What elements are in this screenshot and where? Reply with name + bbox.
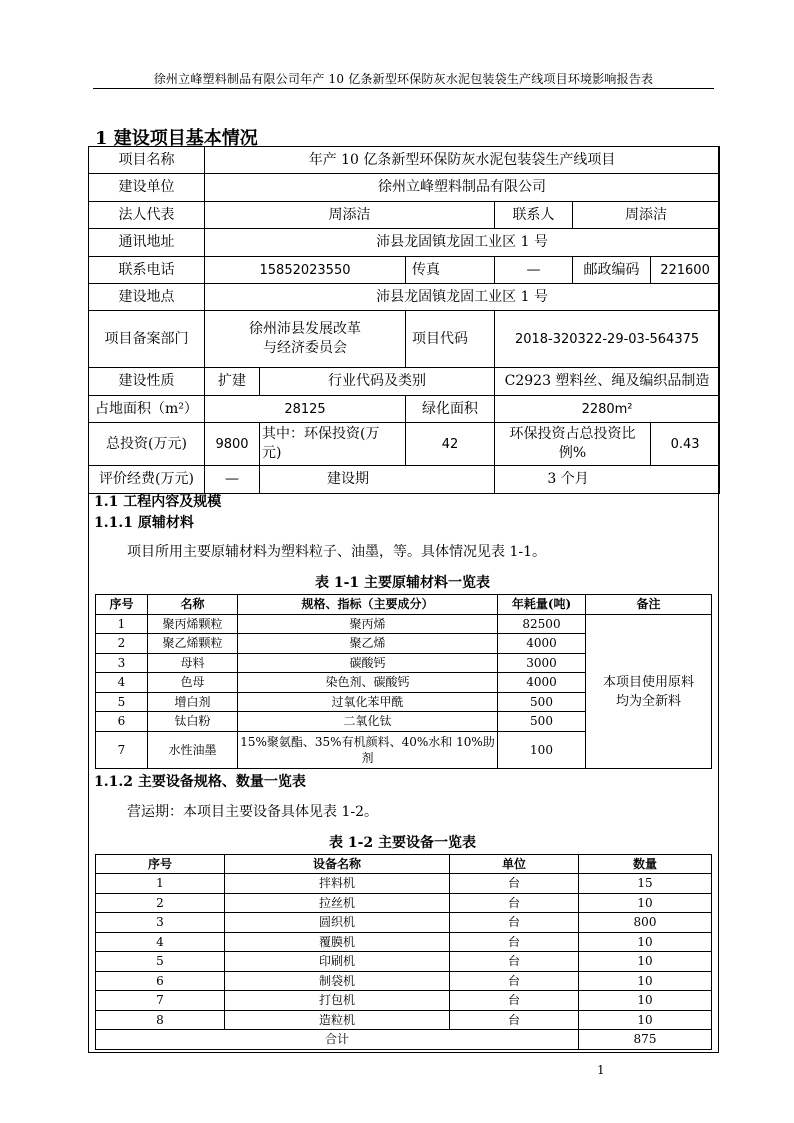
section-title: 1 建设项目基本情况 [95,128,258,149]
table-row [96,1011,712,1030]
table2-cell: 拌料机 [225,874,450,894]
heading-1-1: 1.1 工程内容及规模 [94,494,222,510]
table1-cell: 7 [96,732,148,769]
table1-cell: 1 [96,615,148,634]
legal-rep-label: 法人代表 [89,202,205,229]
project-code-value: 2018-320322-29-03-564375 [495,311,720,368]
table2-total-label: 合计 [96,1030,579,1050]
env-invest-value: 42 [406,423,495,466]
table2-cell: 台 [450,874,579,894]
table2-cell: 800 [579,913,712,933]
green-label: 绿化面积 [406,396,495,423]
table1-cell: 水性油墨 [148,732,238,769]
table1-cell: 聚丙烯 [238,615,498,634]
table1-remark: 本项目使用原料均为全新料 [586,615,712,769]
table1-cell: 二氧化钛 [238,712,498,732]
header-divider [93,88,714,89]
table1-caption: 表 1-1 主要原辅材料一览表 [314,575,491,591]
page-number: 1 [597,1063,605,1077]
table1-cell: 4 [96,673,148,693]
table1-header: 序号 [96,595,148,615]
table1-cell: 过氧化苯甲酰 [238,693,498,712]
table1-cell: 500 [498,712,586,732]
site-label: 建设地点 [89,284,205,311]
site-value: 沛县龙固镇龙固工业区 1 号 [205,284,720,311]
eval-fee-value: — [205,466,260,494]
postcode-value: 221600 [651,257,720,284]
eval-fee-label: 评价经费(万元) [89,466,205,494]
ratio-value: 0.43 [651,423,720,466]
table2-header: 设备名称 [225,855,450,874]
ratio-label: 环保投资占总投资比例% [495,423,651,466]
basic-info-table [88,146,720,494]
table1-cell: 5 [96,693,148,712]
address-value: 沛县龙固镇龙固工业区 1 号 [205,229,720,257]
period-label: 建设期 [260,466,495,494]
table-row [96,894,712,913]
project-name-label: 项目名称 [89,147,205,174]
table1-cell: 钛白粉 [148,712,238,732]
table1-cell: 15%聚氨酯、35%有机颜料、40%水和 10%助剂 [238,732,498,769]
table2-cell: 台 [450,972,579,991]
table1-cell: 2 [96,634,148,654]
env-invest-label: 其中：环保投资(万元) [260,423,406,466]
equipment-table [95,854,712,1050]
table2-cell: 3 [96,913,225,933]
table-row [96,874,712,894]
contact-label: 联系人 [495,202,573,229]
contact-value: 周添洁 [573,202,720,229]
table2-cell: 10 [579,952,712,972]
table1-header: 规格、指标（主要成分） [238,595,498,615]
table1-cell: 碳酸钙 [238,654,498,673]
table-row [96,933,712,952]
table2-cell: 台 [450,991,579,1011]
table-row [96,952,712,972]
table2-cell: 台 [450,913,579,933]
table2-cell: 覆膜机 [225,933,450,952]
table2-cell: 10 [579,972,712,991]
table1-cell: 聚乙烯颗粒 [148,634,238,654]
table1-cell: 82500 [498,615,586,634]
materials-table [95,594,712,769]
table1-cell: 色母 [148,673,238,693]
table1-cell: 3000 [498,654,586,673]
project-code-label: 项目代码 [406,311,495,368]
table1-cell: 6 [96,712,148,732]
table-row [96,972,712,991]
table2-cell: 造粒机 [225,1011,450,1030]
record-dept-label: 项目备案部门 [89,311,205,368]
table2-cell: 8 [96,1011,225,1030]
table1-cell: 增白剂 [148,693,238,712]
industry-value: C2923 塑料丝、绳及编织品制造 [495,368,720,396]
area-label: 占地面积（m²） [89,396,205,423]
phone-label: 联系电话 [89,257,205,284]
builder-label: 建设单位 [89,174,205,202]
table1-header: 备注 [586,595,712,615]
table-row [96,913,712,933]
record-dept-value: 徐州沛县发展改革与经济委员会 [205,311,406,368]
area-value: 28125 [205,396,406,423]
builder-value: 徐州立峰塑料制品有限公司 [205,174,720,202]
table2-header: 序号 [96,855,225,874]
table-row [96,615,712,634]
table1-cell: 聚乙烯 [238,634,498,654]
table2-cell: 圆织机 [225,913,450,933]
legal-rep-value: 周添洁 [205,202,495,229]
table1-header: 名称 [148,595,238,615]
project-name-value: 年产 10 亿条新型环保防灰水泥包装袋生产线项目 [205,147,720,174]
table2-cell: 1 [96,874,225,894]
table2-caption: 表 1-2 主要设备一览表 [328,835,477,851]
table2-cell: 台 [450,894,579,913]
table2-cell: 2 [96,894,225,913]
table2-cell: 台 [450,952,579,972]
table-total-row [96,1030,712,1050]
materials-paragraph: 项目所用主要原辅材料为塑料粒子、油墨，等。具体情况见表 1-1。 [127,544,546,560]
table2-cell: 5 [96,952,225,972]
page-header: 徐州立峰塑料制品有限公司年产 10 亿条新型环保防灰水泥包装袋生产线项目环境影响报告表 [153,72,654,86]
address-label: 通讯地址 [89,229,205,257]
phone-value: 15852023550 [205,257,406,284]
table2-cell: 10 [579,894,712,913]
table2-header: 单位 [450,855,579,874]
table1-cell: 500 [498,693,586,712]
table1-cell: 4000 [498,634,586,654]
table2-cell: 10 [579,991,712,1011]
period-value: 3 个月 [495,466,720,494]
table2-cell: 印刷机 [225,952,450,972]
table2-cell: 台 [450,933,579,952]
table1-cell: 母料 [148,654,238,673]
heading-1-1-2: 1.1.2 主要设备规格、数量一览表 [94,774,306,790]
fax-label: 传真 [406,257,495,284]
table2-cell: 4 [96,933,225,952]
equipment-paragraph: 营运期：本项目主要设备具体见表 1-2。 [127,804,378,820]
table1-cell: 聚丙烯颗粒 [148,615,238,634]
table2-header: 数量 [579,855,712,874]
green-value: 2280m² [495,396,720,423]
fax-value: — [495,257,573,284]
table2-cell: 10 [579,1011,712,1030]
postcode-label: 邮政编码 [573,257,651,284]
table2-cell: 7 [96,991,225,1011]
table2-total-value: 875 [579,1030,712,1050]
nature-label: 建设性质 [89,368,205,396]
table2-cell: 制袋机 [225,972,450,991]
invest-value: 9800 [205,423,260,466]
table1-cell: 100 [498,732,586,769]
table2-cell: 打包机 [225,991,450,1011]
nature-value: 扩建 [205,368,260,396]
invest-label: 总投资(万元) [89,423,205,466]
heading-1-1-1: 1.1.1 原辅材料 [94,515,194,531]
table1-cell: 4000 [498,673,586,693]
table1-cell: 染色剂、碳酸钙 [238,673,498,693]
table2-cell: 拉丝机 [225,894,450,913]
table-row [96,991,712,1011]
table2-cell: 15 [579,874,712,894]
table2-cell: 10 [579,933,712,952]
industry-label: 行业代码及类别 [260,368,495,396]
table1-header: 年耗量(吨) [498,595,586,615]
table1-cell: 3 [96,654,148,673]
table2-cell: 台 [450,1011,579,1030]
table2-cell: 6 [96,972,225,991]
